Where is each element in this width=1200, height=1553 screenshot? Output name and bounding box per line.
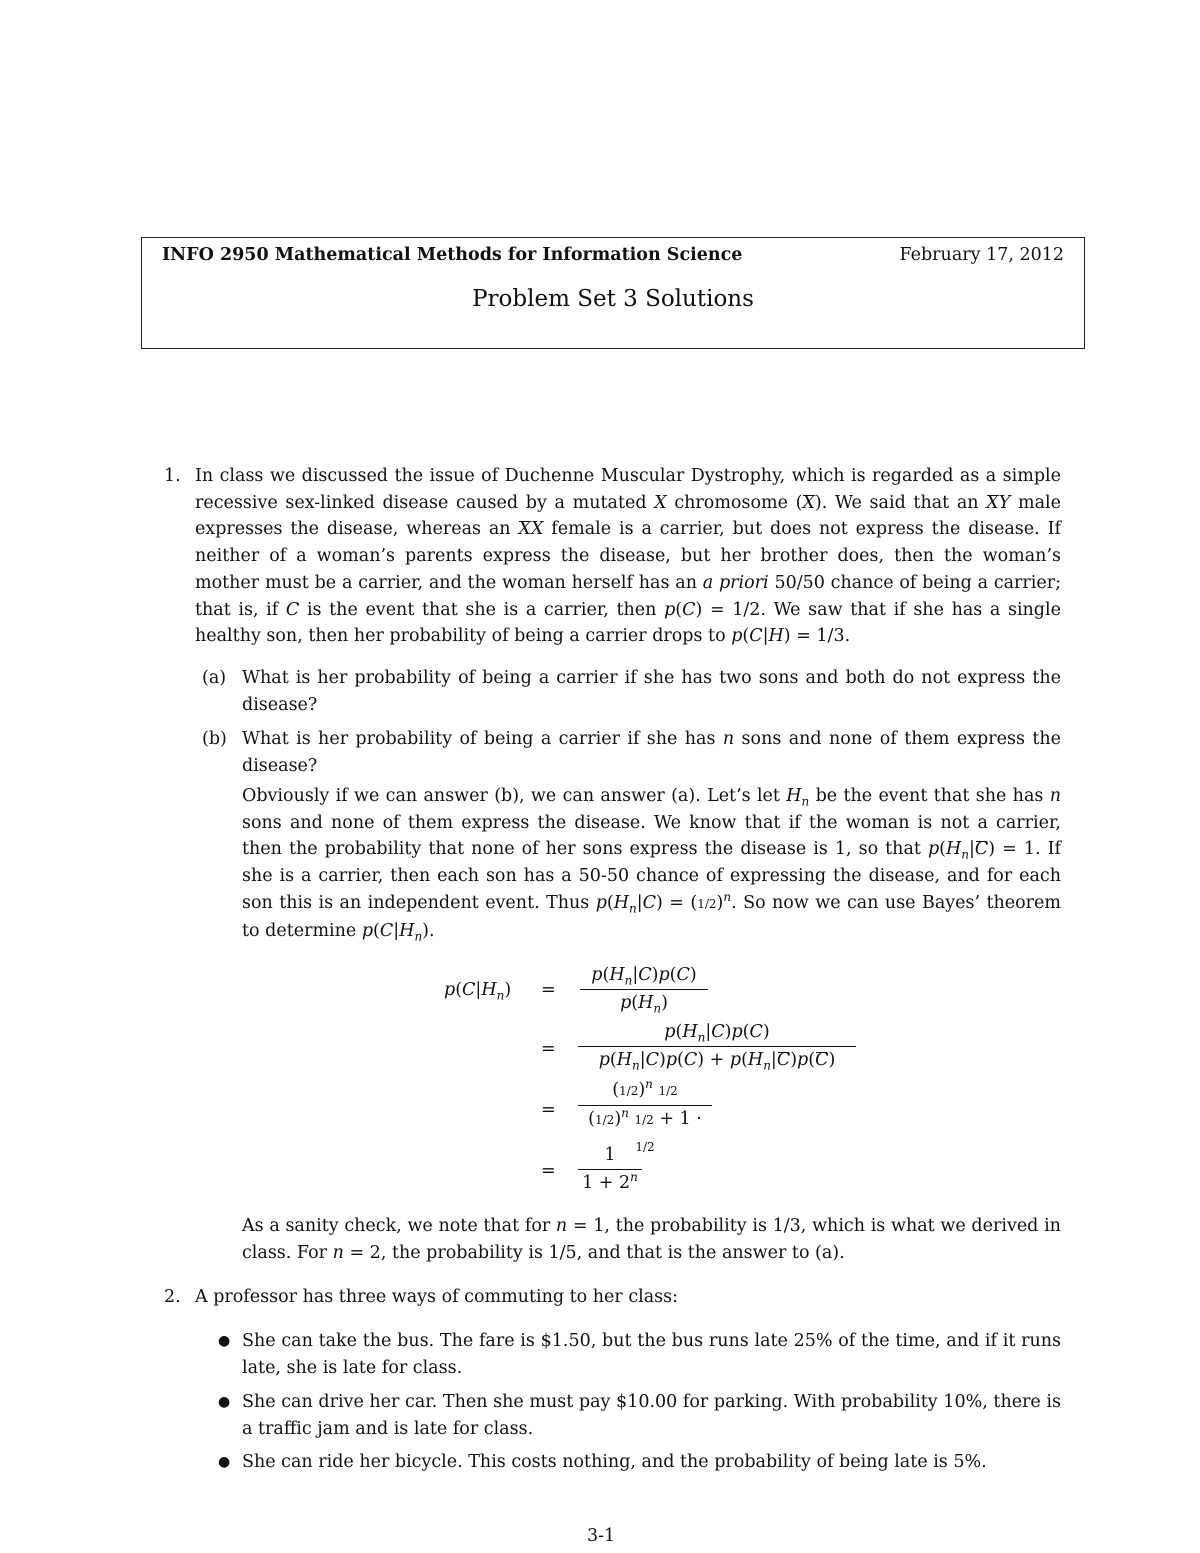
date: February 17, 2012 [899,245,1064,265]
bullet-icon: ● [218,1394,231,1410]
course-title: INFO 2950 Mathematical Methods for Information Science [162,245,743,265]
solution-text: Obviously if we can answer (b), we can answer (a). Let’s let $H_n$ be the event that she has n sons and none of them express the disease. We know that if the woman is not a carrier, then the probability that none of her sons express the disease is 1, so that $p(H_n|C) = 1$. If she is a carrier, then each son has a 50-50 chance of expressing the disease, and for each son this is an independent event. Thus $p(H_n|C) = (1/2)^n$. So now we can use Bayes’ theorem to determine $p(C|H_n)$. [242,786,1061,944]
question-1-text: In class we discussed the issue of Duchenne Muscular Dystrophy, which is regarded as a simple recessive sex-linked disease caused by a mutated X chromosome (X). We said that an XY male expresses the disease, whereas an XX female is a carrier, but does not express the disease. If neither of a woman’s parents express the disease, but her brother does, then the woman’s mother must be a carrier, and the woman herself has an a priori 50/50 chance of being a carrier; that is, if C is the event that she is a carrier, then p(C) = 1/2. We saw that if she has a single healthy son, then her probability of being a carrier drops to p(C|H) = 1/3. [195,466,1061,647]
bullet-icon: ● [218,1333,231,1349]
part-a-text: What is her probability of being a carrier if she has two sons and both do not express the disease? [242,668,1061,715]
question-2-number: 2. [164,1287,181,1307]
part-b-label: (b) [202,729,227,749]
part-a-label: (a) [202,668,227,688]
question-1-number: 1. [164,466,181,486]
page-number: 3-1 [587,1526,616,1546]
header-box [141,237,1085,349]
bullet-icon: ● [218,1454,231,1470]
list-item: She can drive her car. Then she must pay $10.00 for parking. With probability 10%, there is a traffic jam and is late for class. [242,1392,1061,1439]
list-item: She can take the bus. The fare is $1.50, but the bus runs late 25% of the time, and if it runs late, she is late for class. [242,1331,1061,1378]
page-title: Problem Set 3 Solutions [472,286,754,312]
question-2-intro: A professor has three ways of commuting to her class: [195,1287,679,1307]
part-b-text: What is her probability of being a carrier if she has n sons and none of them express the disease? [242,729,1061,776]
list-item: She can ride her bicycle. This costs nothing, and the probability of being late is 5%. [242,1452,987,1472]
sanity-check: As a sanity check, we note that for n = 1, the probability is 1/3, which is what we derived in class. For n = 2, the probability is 1/5, and that is the answer to (a). [242,1216,1061,1263]
